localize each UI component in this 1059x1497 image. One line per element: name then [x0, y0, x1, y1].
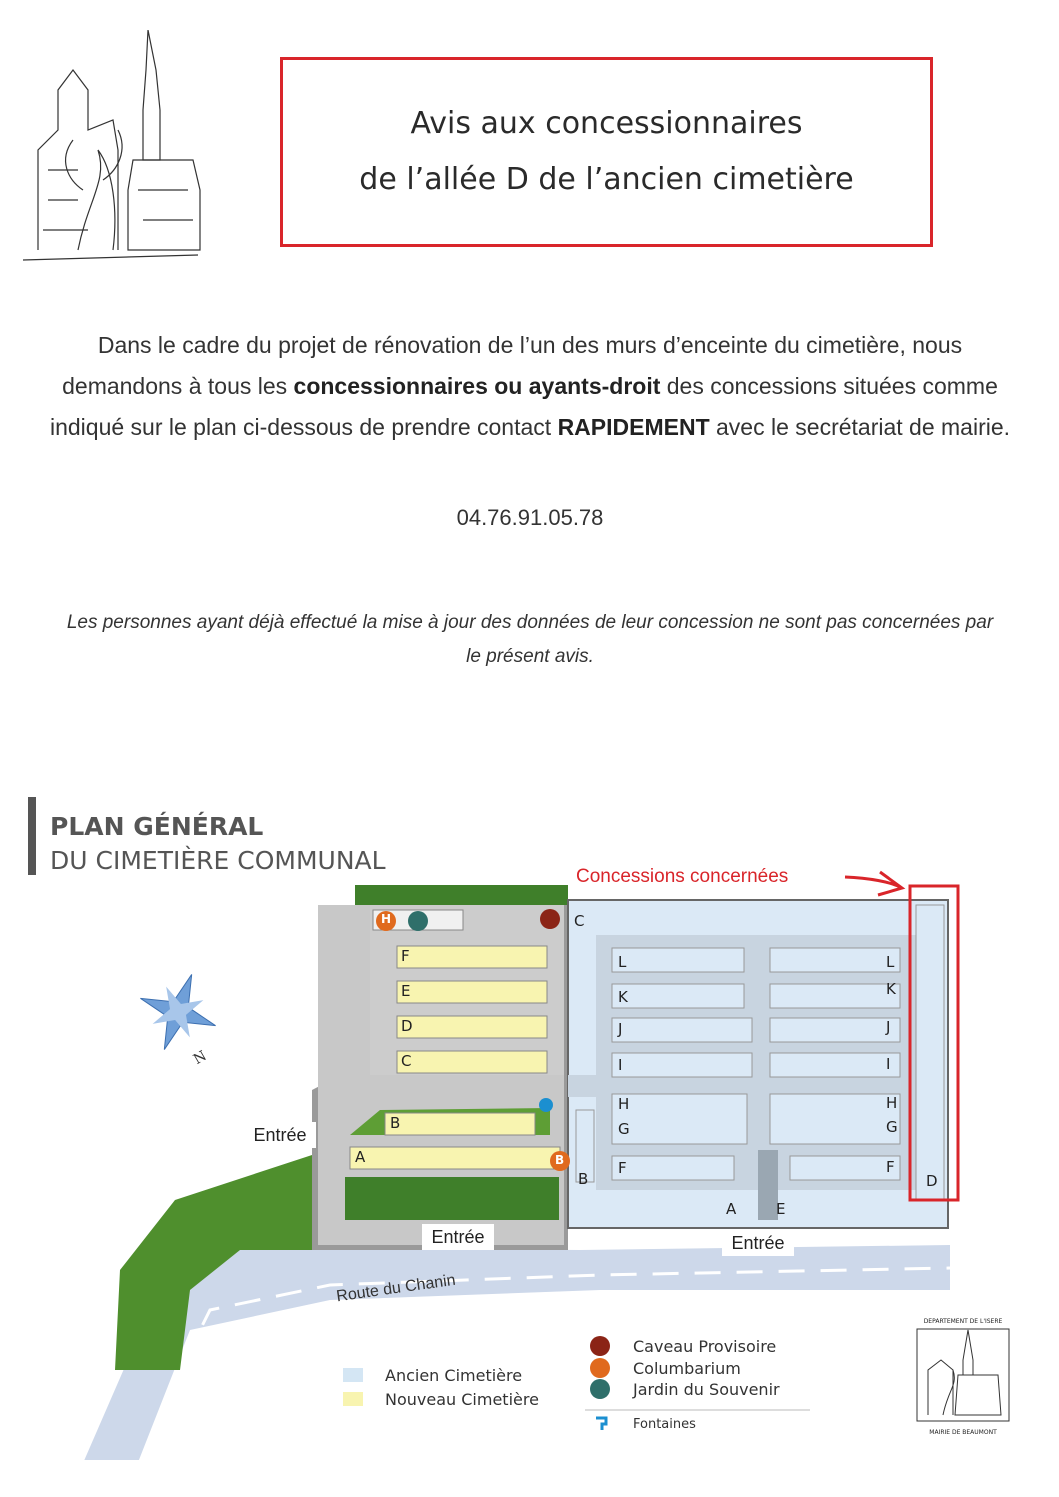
columbarium-badge-b: B	[555, 1153, 565, 1167]
entrance-label-right: Entrée	[722, 1230, 794, 1256]
entrance-label-middle: Entrée	[422, 1224, 494, 1250]
legend-columbarium: Columbarium	[633, 1359, 741, 1378]
legend-fontaines: Fontaines	[633, 1417, 696, 1432]
new-row-label: D	[401, 1017, 413, 1035]
note-paragraph: Les personnes ayant déjà effectué la mise à jour des données de leur concession ne sont pas concernées par le présent avis.	[66, 612, 994, 667]
old-row-label-left: J	[618, 1020, 623, 1038]
legend-nouveau: Nouveau Cimetière	[385, 1390, 539, 1409]
legend-caveau-dot	[590, 1336, 610, 1356]
intro-paragraph	[40, 325, 1020, 448]
church-small-icon	[913, 1325, 1013, 1425]
old-row-label-right: K	[886, 980, 896, 998]
annotation-arrow	[845, 872, 902, 895]
green-row-bottom	[345, 1177, 559, 1220]
road-label: Route du Chanin	[335, 1271, 457, 1306]
old-row-label-left: G	[618, 1120, 630, 1138]
new-row-label: F	[401, 947, 410, 965]
mairie-logo	[913, 1318, 1013, 1443]
logo-bottom-text: MAIRIE DE BEAUMONT	[929, 1429, 997, 1436]
notice-title-line2: de l’allée D de l’ancien cimetière	[359, 162, 854, 197]
plan-title-regular: DU CIMETIÈRE COMMUNAL	[50, 846, 386, 875]
old-row-label-left: I	[618, 1056, 623, 1074]
church-sketch-icon	[18, 30, 204, 270]
legend-nouveau-swatch	[343, 1392, 363, 1406]
intro-text-a: Dans le cadre du projet de rénovation de l’un des murs d’enceinte du cimetière, nous demandons à tous les	[62, 332, 963, 399]
new-row-label: C	[401, 1052, 412, 1070]
intro-bold-rapidement: RAPIDEMENT	[557, 414, 710, 440]
caveau-marker	[540, 909, 560, 929]
plan-title-bold: PLAN GÉNÉRAL	[50, 812, 264, 841]
old-row-label-right: H	[886, 1094, 898, 1112]
old-row-label-c: C	[574, 912, 585, 930]
new-row-label: E	[401, 982, 411, 1000]
jardin-marker	[408, 911, 428, 931]
new-row-label: A	[355, 1148, 366, 1166]
columbarium-badge-h: H	[381, 912, 392, 926]
old-row-label-right: I	[886, 1055, 891, 1073]
phone-number: 04.76.91.05.78	[456, 505, 604, 530]
old-row-label-right: G	[886, 1118, 898, 1136]
logo-top-text: DEPARTEMENT DE L'ISERE	[923, 1318, 1003, 1325]
old-row-label-left: F	[618, 1159, 627, 1177]
compass-north-label: N	[190, 1048, 210, 1068]
old-row-label-b: B	[578, 1170, 589, 1188]
old-row-label-left: K	[618, 988, 628, 1006]
intro-text-c: avec le secrétariat de mairie.	[709, 414, 1011, 440]
legend-caveau: Caveau Provisoire	[633, 1337, 777, 1356]
notice-title-line1: Avis aux concessionnaires	[410, 106, 803, 141]
old-row-label-left: H	[618, 1095, 630, 1113]
old-row-label-right: J	[886, 1018, 891, 1036]
notice-title-box	[280, 57, 933, 247]
legend-jardin: Jardin du Souvenir	[633, 1380, 780, 1399]
old-row-label-left: L	[618, 953, 627, 971]
fountain-icon	[596, 1418, 606, 1430]
fountain-marker	[539, 1098, 553, 1112]
cemetery-map	[0, 860, 1059, 1460]
entrance-label-left: Entrée	[244, 1122, 316, 1148]
intro-bold-concessionnaires: concessionnaires ou ayants-droit	[293, 373, 661, 399]
old-row-label-d: D	[926, 1172, 938, 1190]
old-row-label-right: L	[886, 953, 895, 971]
legend-ancien: Ancien Cimetière	[385, 1366, 523, 1385]
legend-ancien-swatch	[343, 1368, 363, 1382]
compass-icon	[127, 961, 230, 1064]
old-row-label-a: A	[726, 1200, 737, 1218]
legend-columbarium-dot	[590, 1358, 610, 1378]
intro-text-b: des concessions situées comme indiqué sur le plan ci-dessous de prendre contact	[49, 373, 998, 440]
concessions-annotation: Concessions concernées	[576, 866, 789, 887]
new-row-label: B	[390, 1114, 401, 1132]
old-row-label-right: F	[886, 1158, 895, 1176]
old-row-label-e: E	[776, 1200, 786, 1218]
legend-jardin-dot	[590, 1379, 610, 1399]
